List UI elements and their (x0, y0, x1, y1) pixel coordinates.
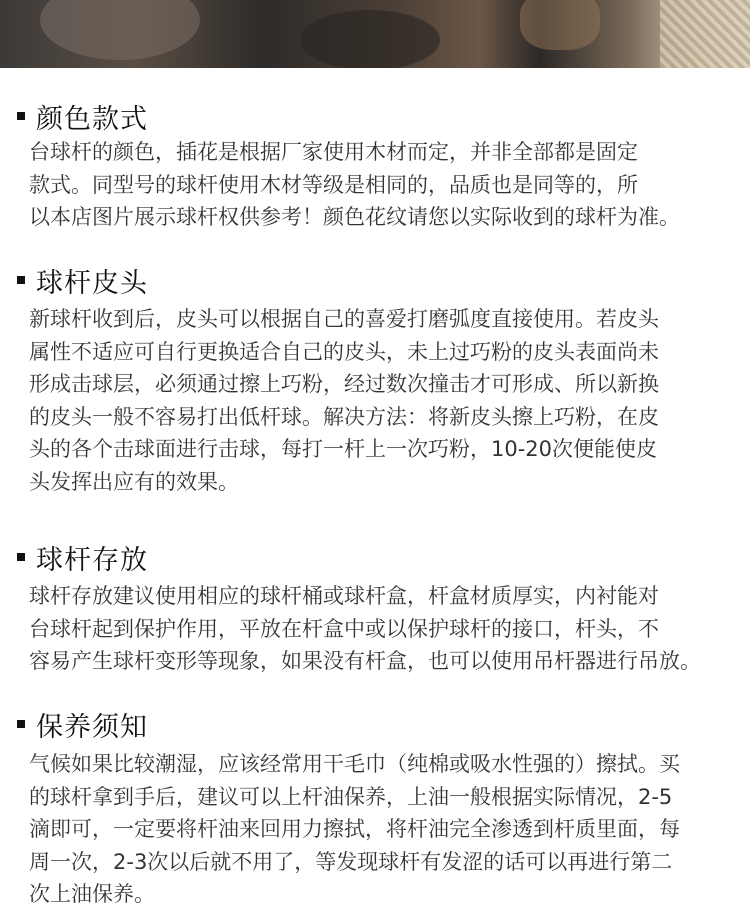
body-line: 气候如果比较潮湿，应该经常用干毛巾（纯棉或吸水性强的）擦拭。买 (29, 752, 680, 776)
body-line: 周一次，2-3次以后就不用了，等发现球杆有发涩的话可以再进行第二 (29, 849, 673, 874)
section-maintenance (0, 704, 750, 744)
body-line: 球杆存放建议使用相应的球杆桶或球杆盒，杆盒材质厚实，内衬能对 (29, 584, 659, 608)
body-line: 属性不适应可自行更换适合自己的皮头，未上过巧粉的皮头表面尚未 (29, 339, 659, 364)
section-body (29, 303, 729, 498)
section-heading (17, 704, 750, 744)
body-line: 的球杆拿到手后，建议可以上杆油保养，上油一般根据实际情况，2-5 (29, 784, 673, 809)
body-line: 次上油保养。 (29, 882, 155, 906)
body-line: 以本店图片展示球杆权供参考！颜色花纹请您以实际收到的球杆为准。 (29, 205, 680, 229)
square-bullet-icon (17, 720, 25, 728)
body-line: 的皮头一般不容易打出低杆球。解决方法：将新皮头擦上巧粉，在皮 (29, 404, 659, 429)
square-bullet-icon (17, 276, 25, 284)
body-line: 容易产生球杆变形等现象，如果没有杆盒，也可以使用吊杆器进行吊放。 (29, 649, 701, 673)
section-title: 球杆皮头 (36, 267, 148, 299)
section-heading (17, 96, 750, 136)
body-line: 头发挥出应有的效果。 (29, 469, 239, 494)
section-color-style (0, 96, 750, 136)
body-line: 滴即可，一定要将杆油来回用力擦拭，将杆油完全渗透到杆质里面，每 (29, 817, 680, 841)
section-title: 颜色款式 (36, 103, 148, 135)
body-line: 款式。同型号的球杆使用木材等级是相同的，品质也是同等的，所 (29, 172, 638, 197)
section-title: 保养须知 (36, 711, 148, 743)
body-line: 台球杆起到保护作用，平放在杆盒中或以保护球杆的接口，杆头，不 (29, 616, 659, 641)
section-heading (17, 260, 750, 300)
section-heading (17, 537, 750, 577)
section-cue-storage (0, 537, 750, 577)
section-cue-tip (0, 260, 750, 300)
hero-photo (0, 0, 750, 68)
body-line: 形成击球层，必须通过擦上巧粉，经过数次撞击才可形成、所以新换 (29, 372, 659, 396)
body-line: 台球杆的颜色，插花是根据厂家使用木材而定，并非全部都是固定 (29, 140, 638, 164)
section-body (29, 136, 729, 234)
body-line: 新球杆收到后，皮头可以根据自己的喜爱打磨弧度直接使用。若皮头 (29, 307, 659, 331)
section-body (29, 748, 729, 911)
square-bullet-icon (17, 112, 25, 120)
body-line: 头的各个击球面进行击球，每打一杆上一次巧粉，10-20次便能使皮 (29, 437, 658, 461)
section-title: 球杆存放 (36, 544, 148, 576)
section-body (29, 580, 729, 678)
square-bullet-icon (17, 553, 25, 561)
